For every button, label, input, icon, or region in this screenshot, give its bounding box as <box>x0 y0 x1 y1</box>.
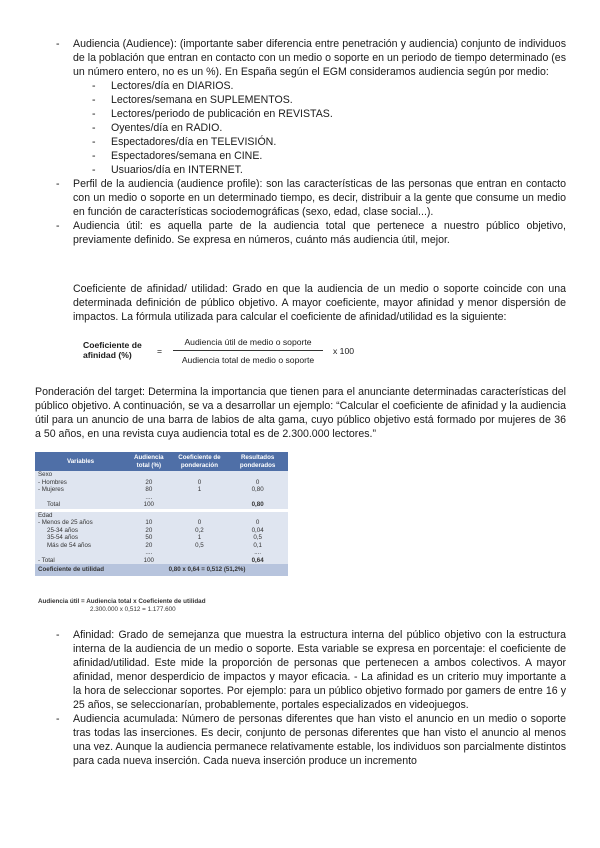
table-cell: .... <box>126 494 172 502</box>
table-cell: 80 <box>126 486 172 494</box>
media-item: - Espectadores/semana en CINE. <box>111 149 566 163</box>
table-row <box>35 557 288 565</box>
perfil-item: - Perfil de la audiencia (audience profile): son las características de las personas que entran en contacto con un medio o soporte en un determinado tiempo, es decir, distribuir a la gente que consume un medio en función de características sociodemográficas (sexo, edad, clase social...). <box>73 177 566 219</box>
table-cell: 50 <box>126 534 172 542</box>
formula-equals: = <box>157 346 163 356</box>
table-footer-row <box>35 564 288 576</box>
table-cell: 100 <box>126 557 172 565</box>
media-item: - Oyentes/día en RADIO. <box>111 121 566 135</box>
table-cell: 0,5 <box>227 534 288 542</box>
definitions-list <box>73 37 566 247</box>
affinity-formula <box>83 335 373 371</box>
table-row <box>35 486 288 494</box>
table-cell: 0 <box>172 519 228 527</box>
table-cell <box>35 549 126 557</box>
audiencia-text: Audiencia (Audience): (importante saber diferencia entre penetración y audiencia) conjunto de individuos de la población que entran en contacto con un medio o soporte en un periodo de tiempo determinado (es un número entero, no es un %). En España según el EGM consideramos audiencia según por medio: <box>73 38 566 78</box>
audiencia-item <box>73 37 566 177</box>
media-item: - Espectadores/día en TELEVISIÓN. <box>111 135 566 149</box>
useful-audience-formula <box>38 598 206 613</box>
footer-label: Coeficiente de utilidad <box>35 564 126 576</box>
table-cell: 0 <box>227 479 288 487</box>
table-cell: - Total <box>35 557 126 565</box>
group-title: Edad <box>35 512 126 520</box>
afinidad-item: - Afinidad: Grado de semejanza que muestra la estructura interna del público objetivo con la estructura interna de la audiencia de un medio o soporte. Esta variable se expresa en porcentaje: el coeficiente de afinidad/utilidad. Este mide la proporción de personas que pertenecen a ambos colectivos. A mayor afinidad, menor desperdicio de impactos y mayor eficacia. - La afinidad es un criterio muy importante a la hora de seleccionar soportes. Por ejemplo: para un público objetivo formado por gamers de entre 16 y 25 años, se seleccionarían, probablemente, portales especializados en videojuegos. <box>73 628 566 712</box>
table-cell: 10 <box>126 519 172 527</box>
formula-numerator: Audiencia útil de medio o soporte <box>184 337 312 347</box>
group-title: Sexo <box>35 471 126 479</box>
table-header: Coeficiente de ponderación <box>172 452 228 471</box>
media-list <box>73 79 566 177</box>
table-cell: 100 <box>126 501 172 509</box>
table-row <box>35 471 288 479</box>
table-cell: 0,80 <box>227 486 288 494</box>
table-cell: 0,64 <box>227 557 288 565</box>
coeficiente-paragraph: Coeficiente de afinidad/ utilidad: Grado en que la audiencia de un medio o soporte coincide con una determinada definición de público objetivo. A mayor coeficiente, mayor afinidad y menor dispersión de impactos. La fórmula utilizada para calcular el coeficiente de afinidad/utilidad es la siguiente: <box>73 283 566 323</box>
table-cell: 20 <box>126 527 172 535</box>
table-cell: 0,04 <box>227 527 288 535</box>
table-cell: Más de 54 años <box>35 542 126 550</box>
table-cell: - Menos de 25 años <box>35 519 126 527</box>
table-cell: 20 <box>126 542 172 550</box>
table-cell: - Mujeres <box>35 486 126 494</box>
table-cell: 0,80 <box>227 501 288 509</box>
table-cell: 0,5 <box>172 542 228 550</box>
definitions-list-2 <box>73 628 566 768</box>
table-cell: 25-34 años <box>35 527 126 535</box>
formula-label <box>83 340 142 360</box>
formula-label-line1: Coeficiente de <box>83 340 142 350</box>
table-cell: 35-54 años <box>35 534 126 542</box>
table-cell: 0 <box>172 479 228 487</box>
table-header: Resultados ponderados <box>227 452 288 471</box>
table-cell: Total <box>35 501 126 509</box>
formula-denominator: Audiencia total de medio o soporte <box>181 355 315 365</box>
media-item: - Usuarios/día en INTERNET. <box>111 163 566 177</box>
table-cell: 0,1 <box>227 542 288 550</box>
table-row <box>35 534 288 542</box>
formula-multiplier: x 100 <box>333 346 355 356</box>
useful-audience-line2: 2.300.000 x 0,512 = 1.177.600 <box>90 605 176 613</box>
table-row <box>35 542 288 550</box>
table-row <box>35 527 288 535</box>
table-cell <box>172 494 228 502</box>
media-item: - Lectores/semana en SUPLEMENTOS. <box>111 93 566 107</box>
table-cell: 1 <box>172 486 228 494</box>
table-cell: 1 <box>172 534 228 542</box>
footer-value: 0,80 x 0,64 = 0,512 (51,2%) <box>126 564 288 576</box>
table-header: Variables <box>35 452 126 471</box>
table-row <box>35 501 288 509</box>
table-cell: 0 <box>227 519 288 527</box>
table-cell <box>35 494 126 502</box>
media-item: - Lectores/día en DIARIOS. <box>111 79 566 93</box>
table-row <box>35 512 288 520</box>
table-cell <box>172 549 228 557</box>
table-cell: .... <box>227 549 288 557</box>
table-header: Audiencia total (%) <box>126 452 172 471</box>
table-cell <box>172 501 228 509</box>
useful-audience-line1: Audiencia útil = Audiencia total x Coeficiente de utilidad <box>38 598 206 605</box>
table-row <box>35 519 288 527</box>
fraction-bar <box>173 350 323 351</box>
table-row <box>35 549 288 557</box>
table-cell: 0,2 <box>172 527 228 535</box>
table-row <box>35 494 288 502</box>
table-row <box>35 479 288 487</box>
media-item: - Lectores/periodo de publicación en REVISTAS. <box>111 107 566 121</box>
table-cell: - Hombres <box>35 479 126 487</box>
table-cell: 20 <box>126 479 172 487</box>
util-item: - Audiencia útil: es aquella parte de la audiencia total que pertenece a nuestro público objetivo, previamente definido. Se expresa en números, cuánto más audiencia útil, mejor. <box>73 219 566 247</box>
weighting-table <box>35 452 288 576</box>
table-header-row <box>35 452 288 471</box>
table-cell <box>227 494 288 502</box>
table-cell <box>172 557 228 565</box>
acumulada-item: - Audiencia acumulada: Número de personas diferentes que han visto el anuncio en un medio o soporte tras todas las inserciones. Es decir, conjunto de personas diferentes que han visto el anuncio al menos una vez. Aunque la audiencia permanece relativamente estable, los individuos son parcialmente distintos para cada nueva inserción. Cada nueva inserción produce un incremento <box>73 712 566 768</box>
formula-label-line2: afinidad (%) <box>83 350 132 360</box>
table-cell: .... <box>126 549 172 557</box>
ponderacion-paragraph: Ponderación del target: Determina la importancia que tienen para el anunciante determinadas características del público objetivo. A continuación, se va a desarrollar un ejemplo: “Calcular el coeficiente de afinidad y la audiencia útil para un anuncio de una barra de labios de alta gama, cuyo público objetivo está formado por mujeres de 36 a 50 años, en una revista cuya audiencia total es de 2.300.000 lectores.” <box>35 386 566 440</box>
